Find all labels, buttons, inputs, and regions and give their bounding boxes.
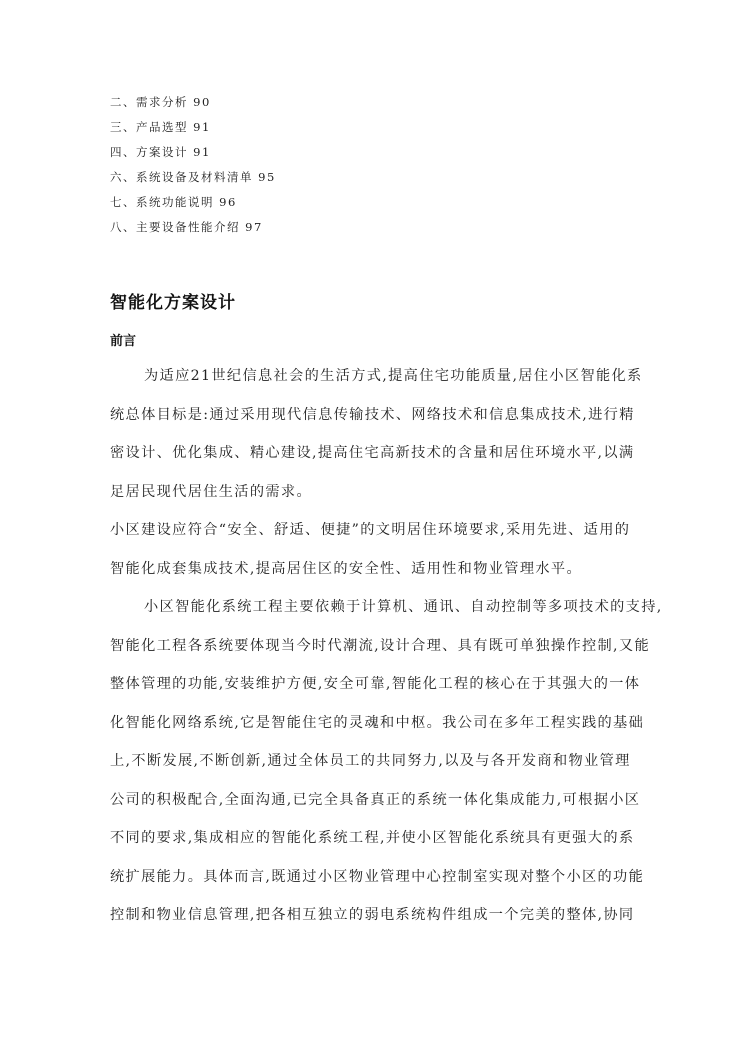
- paragraph-intro: [110, 364, 643, 518]
- paragraph-line: 整体管理的功能,安装维护方便,安全可靠,智能化工程的核心在于其强大的一体: [110, 676, 641, 692]
- paragraph-line: 公司的积极配合,全面沟通,已完全具备真正的系统一体化集成能力,可根据小区: [110, 791, 641, 808]
- toc-item[interactable]: 六、系统设备及材料清单 95: [110, 170, 276, 184]
- paragraph-line: 足居民现代居住生活的需求。: [110, 483, 312, 500]
- document-title: 智能化方案设计: [110, 293, 236, 313]
- document-body: [110, 364, 663, 942]
- paragraph-requirements: [110, 518, 640, 595]
- toc-item[interactable]: 三、产品选型 91: [110, 120, 211, 134]
- paragraph-line: 为适应21世纪信息社会的生活方式,提高住宅功能质量,居住小区智能化系: [144, 368, 643, 384]
- toc-item[interactable]: 七、系统功能说明 96: [110, 195, 237, 209]
- paragraph-line: 密设计、优化集成、精心建设,提高住宅高新技术的含量和居住环境水平,以满: [110, 445, 635, 461]
- paragraph-line: 上,不断发展,不断创新,通过全体员工的共同努力,以及与各开发商和物业管理: [110, 753, 631, 769]
- paragraph-line: 小区智能化系统工程主要依赖于计算机、通讯、自动控制等多项技术的支持,: [144, 599, 663, 615]
- section-heading: 前言: [110, 334, 137, 349]
- paragraph-line: 化智能化网络系统,它是智能住宅的灵魂和中枢。我公司在多年工程实践的基础: [110, 714, 645, 731]
- toc-item[interactable]: 二、需求分析 90: [110, 95, 211, 109]
- paragraph-line: 智能化工程各系统要体现当今时代潮流,设计合理、具有既可单独操作控制,又能: [110, 637, 650, 654]
- toc-item[interactable]: 四、方案设计 91: [110, 145, 211, 159]
- paragraph-system: [110, 595, 663, 942]
- toc-item[interactable]: 八、主要设备性能介绍 97: [110, 220, 263, 234]
- paragraph-line: 控制和物业信息管理,把各相互独立的弱电系统构件组成一个完美的整体,协同: [110, 907, 635, 923]
- paragraph-line: 统扩展能力。具体而言,既通过小区物业管理中心控制室实现对整个小区的功能: [110, 868, 645, 885]
- paragraph-line: 统总体目标是:通过采用现代信息传输技术、网络技术和信息集成技术,进行精: [110, 406, 635, 423]
- paragraph-line: 小区建设应符合“安全、舒适、便捷”的文明居住环境要求,采用先进、适用的: [110, 522, 631, 538]
- paragraph-line: 不同的要求,集成相应的智能化系统工程,并使小区智能化系统具有更强大的系: [110, 830, 635, 846]
- paragraph-line: 智能化成套集成技术,提高居住区的安全性、适用性和物业管理水平。: [110, 560, 582, 577]
- table-of-contents: [110, 92, 276, 242]
